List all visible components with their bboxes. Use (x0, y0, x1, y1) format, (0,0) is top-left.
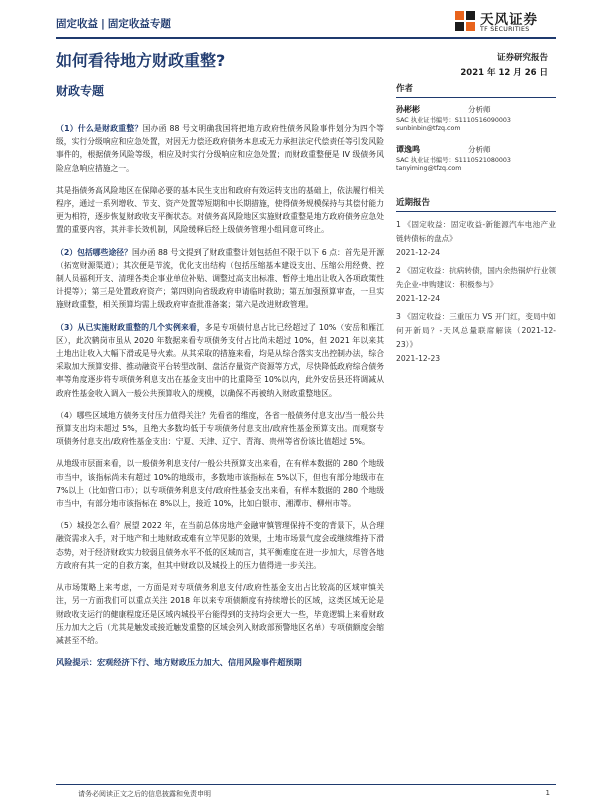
body-paragraph (56, 122, 384, 175)
recent-report-title: 2 《固定收益：抗病转债，国内余热锅炉行业领先企业-申购建议：积极参与》 (396, 266, 556, 289)
author-license: SAC 执业证书编号：S1110516090003 (396, 117, 511, 124)
report-title: 如何看待地方财政重整? (56, 51, 226, 70)
tf-logo-mark-icon (454, 10, 476, 32)
risk-text: 宏观经济下行、地方财政压力加大、信用风险事件超预期 (96, 657, 302, 668)
author-card (396, 144, 556, 182)
author-card (396, 104, 556, 142)
report-date: 2021 年 12 月 26 日 (460, 68, 548, 78)
author-name: 孙彬彬 (396, 105, 420, 114)
breadcrumb-separator: | (101, 18, 105, 30)
paragraph-lead: （3）从已实施财政重整的几个实例来看， (56, 322, 205, 332)
report-body (56, 122, 384, 669)
paragraph-text: 从市场策略上来考虑，一方面是对专项债务利息支付/政府性基金支出占比较高的区域审慎关注，另一方面我们可以重点关注 2018 年以来专项债额度有持续增长的区域，这类区域无论是财政收支运行的健康程度还是区域内城投平台能得到的支持均会更大一些，毕竟逻辑上来看财政压力加大之后（尤其是触发或接近触发重整的区域会列入财政部预警地区名单）专项债额度会缩减甚至不给。 (56, 583, 384, 645)
body-paragraph (56, 519, 384, 572)
recent-reports-heading: 近期报告 (396, 196, 556, 212)
paragraph-text: 从地级市层面来看，以一般债务利息支付/一般公共预算支出来看，在有样本数据的 280 个地级市当中，该指标尚未有超过 10%的地级市，多数地市该指标在 5%以下，但也有部分地级市在 7%以上（比如营口市）；以专项债务利息支付/政府性基金支出来看，有样本数据的 280 个地级市当中，有部分地市该指标在 8%以上，接近 10%，比如白银市、湘潭市、柳州市等。 (56, 459, 384, 509)
author-name: 谭逸鸣 (396, 145, 420, 154)
paragraph-text: （4）哪些区域地方债务支付压力值得关注？先看省的维度，各省一般债务付息支出/当一般公共预算支出均未超过 5%，且绝大多数均低于专项债务付息支出/政府性基金预算支出。而观察专项债务付息支出/政府性基金支出：宁夏、天津、辽宁、青海、贵州等省份该比值超过 5%。 (56, 410, 384, 447)
recent-reports (396, 196, 556, 366)
body-paragraph (56, 321, 384, 400)
body-paragraph (56, 581, 384, 647)
author-role: 分析师 (468, 145, 491, 154)
paragraph-lead: （1）什么是财政重整？ (56, 124, 143, 133)
logo-name-en: TF SECURITIES (480, 26, 530, 33)
body-paragraph (56, 409, 384, 449)
header-divider (56, 37, 556, 39)
author-license: SAC 执业证书编号：S1110521080003 (396, 157, 511, 164)
breadcrumb (56, 16, 171, 31)
paragraph-text: （5）城投怎么看？展望 2022 年，在当前总体房地产金融审慎管理保持不变的背景下，从合理融资需求入手，对于地产和土地财政或难有立竿见影的效果，土地市场景气度会或继续维持下滑态势，对于经济财政实力较弱且债务水平不低的区域而言，其平衡难度在进一步加大，尽管各地方政府有其一定的自救方案，但其中财政以及城投上的压力值得进一步关注。 (56, 521, 384, 570)
footer-disclaimer: 请务必阅读正文之后的信息披露和免责申明 (78, 790, 211, 798)
body-paragraph (56, 457, 384, 510)
author-email-link[interactable]: sunbinbin@tfzq.com (396, 125, 461, 132)
authors-heading: 作者 (396, 82, 556, 98)
paragraph-text: 国办函 88 号文提到了财政重整计划包括但不限于以下 6 点：首先是开源（拓宽财源渠道）；其次便是节流，优化支出结构（包括压缩基本建设支出、压缩公用经费、控制人员福利开支、清理各类企事业单位补贴、调整过高支出标准、暂停土地出让收入各项政策性计提等）；第三是处置政府资产；第四则向省级政府申请临时救助；第五加强预算审查，一旦实施财政重整，相关预算均需上级政府审查批准备案；第六是改进财政管理。 (56, 247, 384, 310)
recent-report-title: 1 《固定收益：固定收益-新能源汽车电池产业链转债标的盘点》 (396, 220, 556, 243)
paragraph-text: 国办函 88 号文明确我国将把地方政府性债务风险事件划分为四个等级，实行分级响应和应急处置，对因无力偿还政府债务本息或无力承担法定代偿责任等引发风险事件的，根据债务风险等级，相应及时实行分级响应和应急处置；而财政重整便是 IV 级债务风险应急响应措施之一。 (56, 124, 384, 173)
author-email-link[interactable]: tanyiming@tfzq.com (396, 165, 462, 172)
report-subtitle: 财政专题 (56, 84, 105, 98)
recent-report-date: 2021-12-24 (396, 294, 441, 303)
author-role: 分析师 (468, 105, 491, 114)
report-type: 证券研究报告 (496, 53, 548, 63)
paragraph-text: 多是专项债付息占比已经超过了 10%（安岳和雁江区），此次鹤岗市虽从 2020 年数据来看专项债务支付占比尚未超过 10%，但 2021 年以来其土地出让收入大幅下滑或是导火索。从其采取的措施来看，均是从综合落实支出控制办法，综合采取加大预算安排、推动融资平台转型改制、盘活存量资产资源等方式，尽快降低政府综合债务率等角度逐步将专项债务利息支出在基金支出中的比重降至 10%以内，此外安岳县还将调减从政府性基金收入调入一般公共预算收入的规模，以确保不再被纳入财政重整地区。 (56, 322, 384, 398)
recent-report-date: 2021-12-23 (396, 354, 441, 363)
breadcrumb-item-fixed-income[interactable]: 固定收益 (56, 18, 98, 30)
paragraph-text: 其是指债务高风险地区在保障必要的基本民生支出和政府有效运转支出的基础上，依法履行相关程序，通过一系列增收、节支、资产处置等短期和中长期措施，使得债务规模保持与其偿付能力更为相符，逐步恢复财政收支平衡状态。对债务高风险地区实施财政重整是地方政府债务应急处置的重要内容，其并非长效机制，风险缓释后经上级债务管理小组同意可终止。 (56, 185, 384, 235)
logo-name-cn: 天风证券 (480, 12, 538, 28)
paragraph-lead: （2）包括哪些途径？ (56, 247, 132, 257)
risk-warning (56, 656, 384, 669)
body-paragraph (56, 184, 384, 237)
recent-report-item[interactable] (396, 264, 556, 306)
footer-divider (56, 784, 556, 785)
page-number: 1 (545, 789, 550, 797)
risk-label: 风险提示： (56, 657, 97, 668)
sidebar (396, 82, 556, 370)
breadcrumb-item-fixed-income-topic[interactable]: 固定收益专题 (107, 18, 171, 30)
recent-report-date: 2021-12-24 (396, 248, 441, 257)
recent-report-title: 3 《固定收益：三重压力 VS 开门红，变局中如何开新局？-天风总量联席解读（2021-12-23）》 (396, 312, 556, 349)
company-logo (454, 8, 556, 38)
recent-report-item[interactable] (396, 218, 556, 260)
body-paragraph (56, 246, 384, 312)
recent-report-item[interactable] (396, 310, 556, 366)
